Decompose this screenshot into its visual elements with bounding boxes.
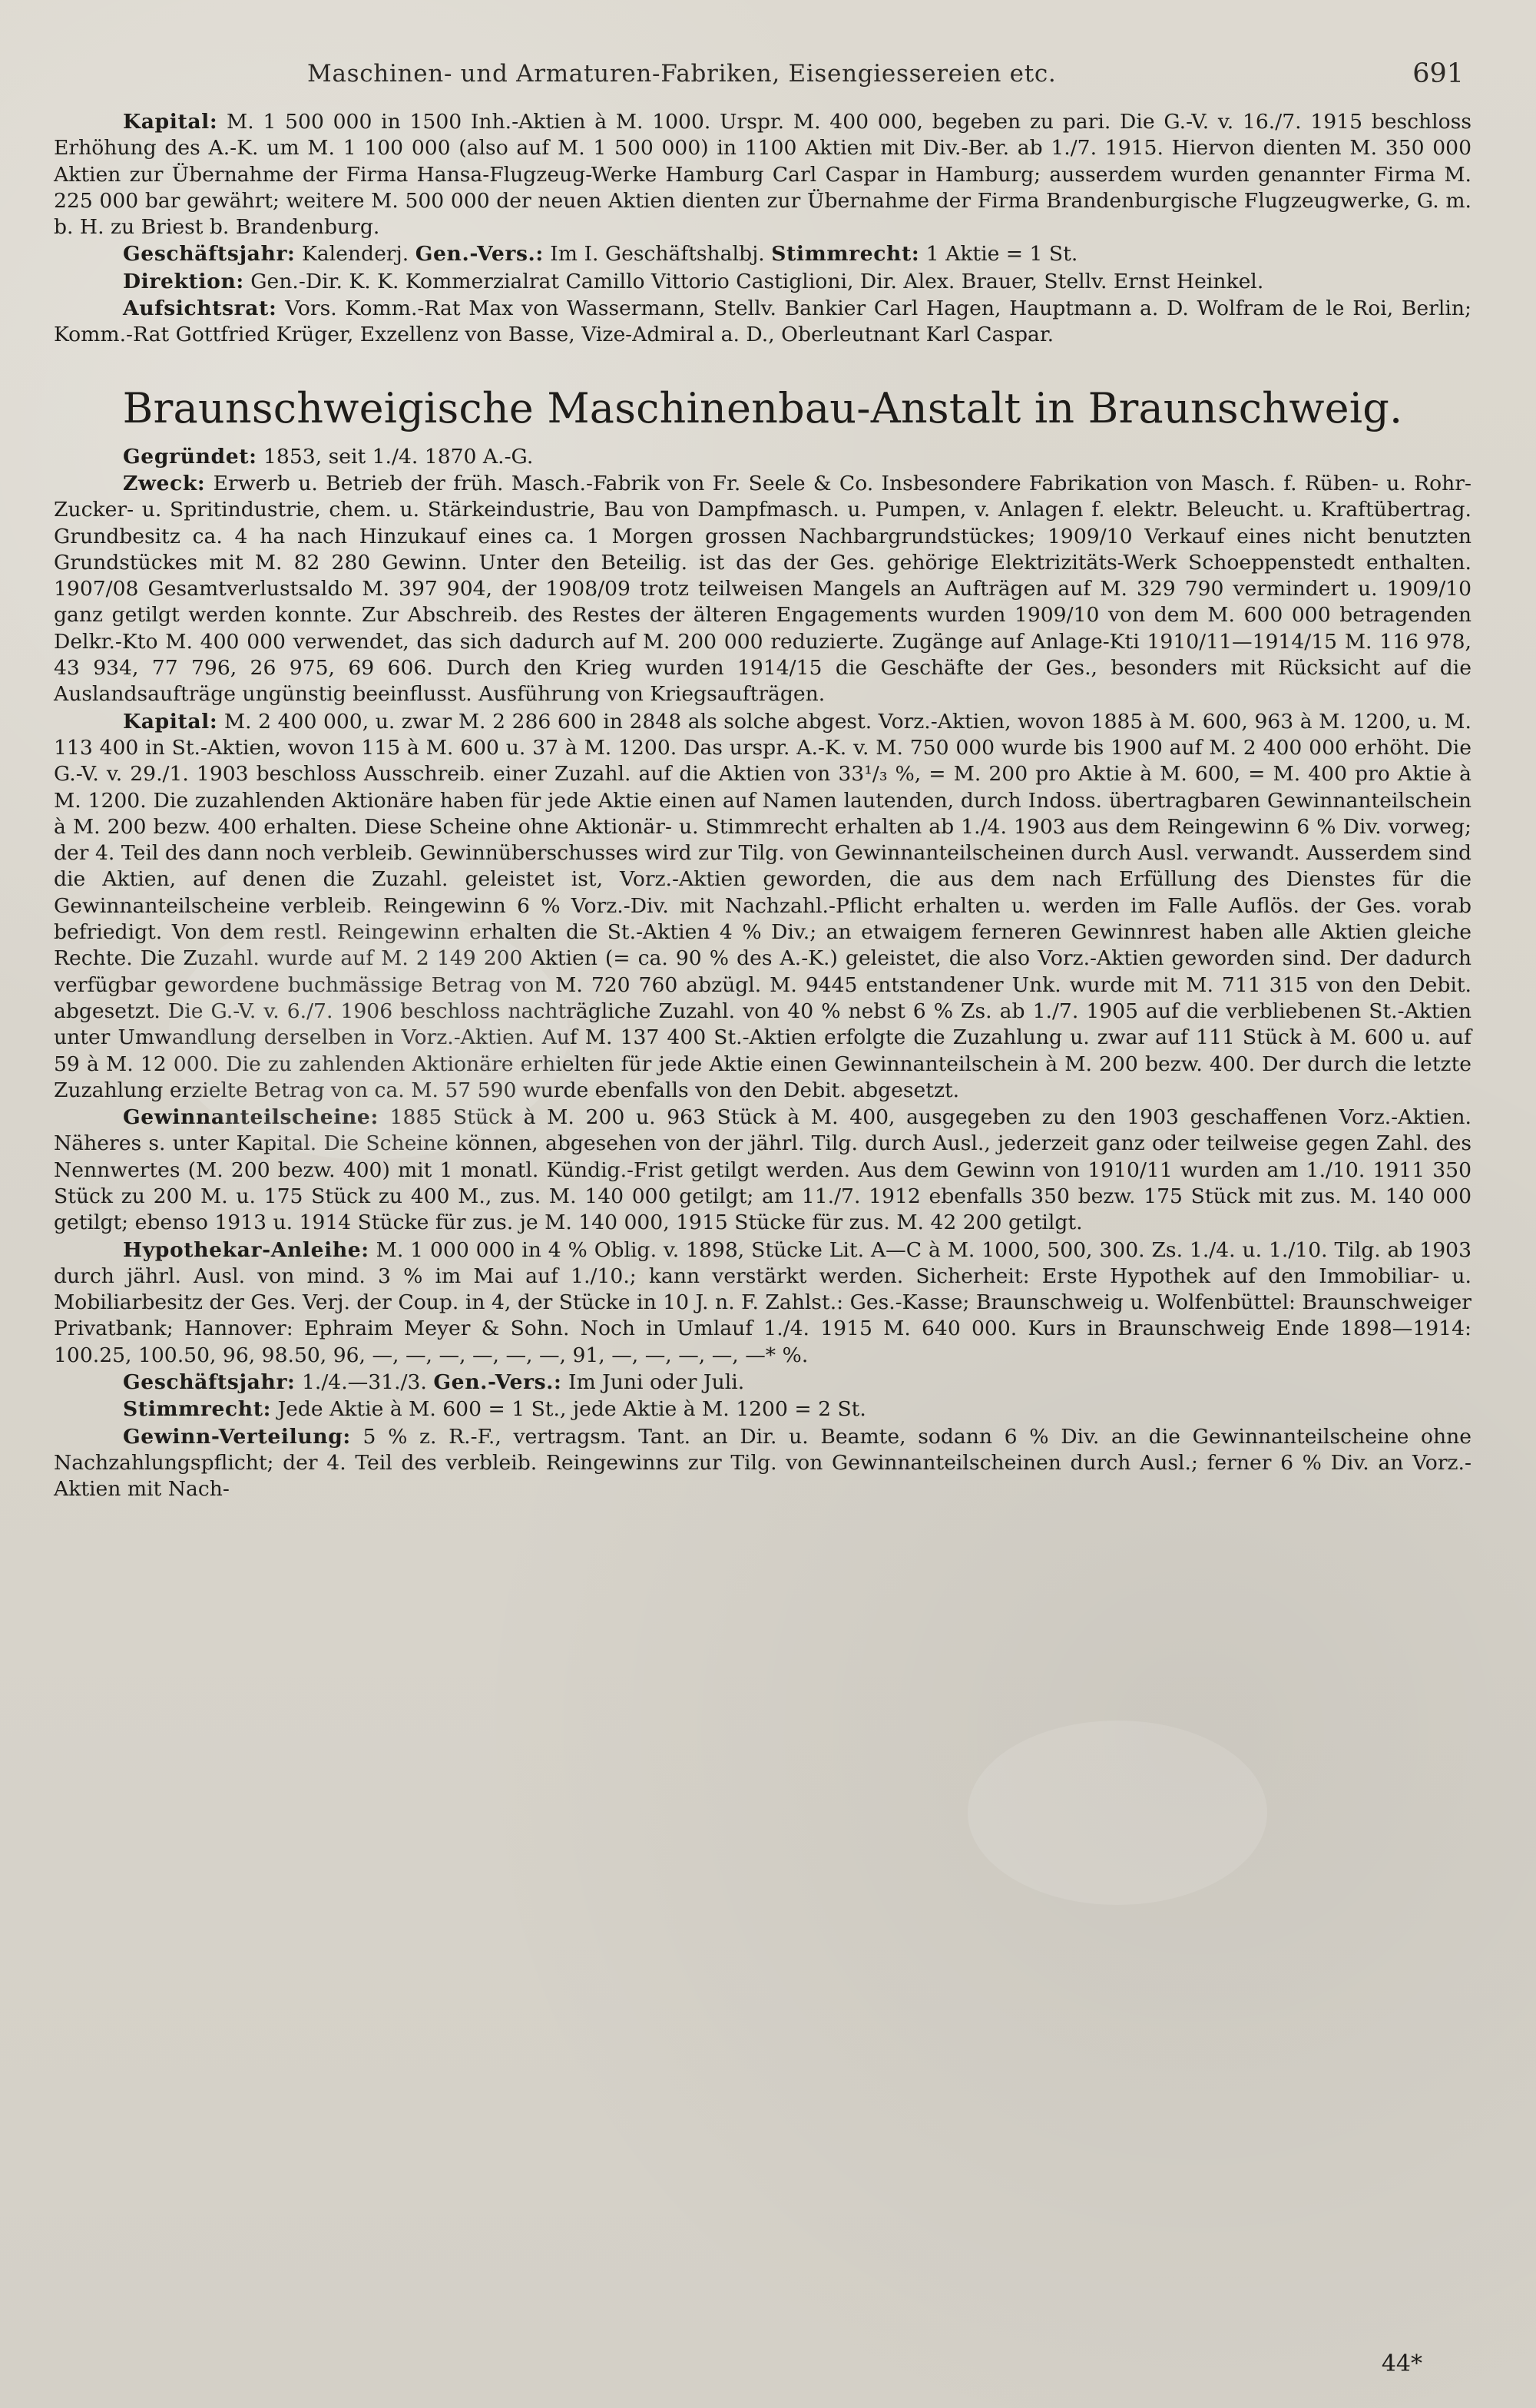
main-kapital-paragraph xyxy=(54,709,1471,1104)
hypothekar-anleihe-paragraph xyxy=(54,1237,1471,1369)
direktion-text: Gen.-Dir. K. K. Kommerzialrat Camillo Vittorio Castiglioni, Dir. Alex. Brauer, Stellv. Ernst Heinkel. xyxy=(250,269,1264,293)
geschaeftsjahr-label: Geschäftsjahr: xyxy=(123,242,296,267)
first-kapital-paragraph xyxy=(54,109,1471,240)
zweck-label: Zweck: xyxy=(123,471,206,495)
gewinn-verteilung-text: 5 % z. R.-F., vertragsm. Tant. an Dir. u. Beamte, sodann 6 % Div. an die Gewinnanteilscheine ohne Nachzahlungspflicht; der 4. Teil des verbleib. Reingewinns zur Tilg. von Gewinnanteilscheinen durch Ausl.; ferner 6 % Div. an Vorz.-Aktien mit Nach- xyxy=(54,1424,1471,1502)
gewinnanteilscheine-label: Gewinnanteilscheine: xyxy=(123,1105,379,1130)
direktion-paragraph xyxy=(54,269,1471,295)
main-stimmrecht-paragraph xyxy=(54,1396,1471,1423)
main-geschaeftsjahr-text: 1./4.—31./3. xyxy=(301,1370,427,1395)
main-generalversammlung-label: Gen.-Vers.: xyxy=(433,1370,562,1395)
geschaeftsjahr-text: Kalenderj. xyxy=(301,242,409,267)
stimmrecht-text: 1 Aktie = 1 St. xyxy=(925,242,1078,267)
gegruendet-text: 1853, seit 1./4. 1870 A.-G. xyxy=(263,444,534,469)
gegruendet-label: Gegründet: xyxy=(123,444,257,469)
main-stimmrecht-text: Jede Aktie à M. 600 = 1 St., jede Aktie à M. 1200 = 2 St. xyxy=(277,1397,866,1422)
aufsichtsrat-label: Aufsichtsrat: xyxy=(123,296,277,321)
aufsichtsrat-paragraph xyxy=(54,296,1471,349)
braunschweigische-company-entry xyxy=(54,444,1471,1503)
aufsichtsrat-text: Vors. Komm.-Rat Max von Wassermann, Stellv. Bankier Carl Hagen, Hauptmann a. D. Wolfram de le Roi, Berlin; Komm.-Rat Gottfried Krüger, Exzellenz von Basse, Vize-Admiral a. D., Oberleutnant Karl Caspar. xyxy=(54,296,1471,347)
stimmrecht-label: Stimmrecht: xyxy=(771,242,920,267)
gewinn-verteilung-label: Gewinn-Verteilung: xyxy=(123,1424,351,1449)
hypothekar-anleihe-label: Hypothekar-Anleihe: xyxy=(123,1237,369,1262)
zweck-paragraph xyxy=(54,471,1471,708)
kapital-label: Kapital: xyxy=(123,110,218,134)
page-number: 691 xyxy=(1412,58,1464,89)
main-generalversammlung-text: Im Juni oder Juli. xyxy=(568,1370,745,1395)
gegruendet-paragraph xyxy=(54,444,1471,470)
generalversammlung-text: Im I. Geschäftshalbj. xyxy=(550,242,765,267)
hypothekar-anleihe-text: M. 1 000 000 in 4 % Oblig. v. 1898, Stücke Lit. A—C à M. 1000, 500, 300. Zs. 1./4. u. 1./10. Tilg. ab 1903 durch jährl. Ausl. von mind. 3 % im Mai auf 1./10.; kann verstärkt werden. Sicherheit: Erste Hypothek auf den Immobiliar- u. Mobiliarbesitz der Ges. Verj. der Coup. in 4, der Stücke in 10 J. n. F. Zahlst.: Ges.-Kasse; Braunschweig u. Wolfenbüttel: Braunschweiger Privatbank; Hannover: Ephraim Meyer & Sohn. Noch in Umlauf 1./4. 1915 M. 640 000. Kurs in Braunschweig Ende 1898—1914: 100.25, 100.50, 96, 98.50, 96, —, —, —, —, —, —, 91, —, —, —, —, —* %. xyxy=(54,1237,1471,1367)
kapital-text: M. 1 500 000 in 1500 Inh.-Aktien à M. 1000. Urspr. M. 400 000, begeben zu pari. Die G.-V. v. 16./7. 1915 beschloss Erhöhung des A.-K. um M. 1 100 000 (also auf M. 1 500 000) in 1100 Aktien mit Div.-Ber. ab 1./7. 1915. Hiervon dienten M. 350 000 Aktien zur Übernahme der Firma Hansa-Flugzeug-Werke Hamburg Carl Caspar in Hamburg; ausserdem wurden genannter Firma M. 225 000 bar gewährt; weitere M. 500 000 der neuen Aktien dienten zur Übernahme der Firma Brandenburgische Flugzeugwerke, G. m. b. H. zu Briest b. Brandenburg. xyxy=(54,110,1471,240)
main-kapital-text: M. 2 400 000, u. zwar M. 2 286 600 in 2848 als solche abgest. Vorz.-Aktien, wovon 1885 à M. 600, 963 à M. 1200, u. M. 113 400 in St.-Aktien, wovon 115 à M. 600 u. 37 à M. 1200. Das urspr. A.-K. v. M. 750 000 wurde bis 1900 auf M. 2 400 000 erhöht. Die G.-V. v. 29./1. 1903 beschloss Ausschreib. einer Zuzahl. auf die Aktien von 33¹/₃ %, = M. 200 pro Aktie à M. 600, = M. 400 pro Aktie à M. 1200. Die zuzahlenden Aktionäre haben für jede Aktie einen auf Namen lautenden, durch Indoss. übertragbaren Gewinnanteilschein à M. 200 bezw. 400 erhalten. Diese Scheine ohne Aktionär- u. Stimmrecht erhalten ab 1./4. 1903 aus dem Reingewinn 6 % Div. vorweg; der 4. Teil des dann noch verbleib. Gewinnüberschusses wird zur Tilg. von Gewinnanteilscheinen durch Ausl. verwandt. Ausserdem sind die Aktien, auf denen die Zuzahl. geleistet ist, Vorz.-Aktien geworden, die aus dem nach Erfüllung des Dienstes für die Gewinnanteilscheine verbleib. Reingewinn 6 % Vorz.-Div. mit Nachzahl.-Pflicht erhalten u. werden im Falle Auflös. der Ges. vorab befriedigt. Von dem restl. Reingewinn erhalten die St.-Aktien 4 % Div.; an etwaigem ferneren Gewinnrest haben alle Aktien gleiche Rechte. Die Zuzahl. wurde auf M. 2 149 200 Aktien (= ca. 90 % des A.-K.) geleistet, die also Vorz.-Aktien geworden sind. Der dadurch verfügbar gewordene buchmässige Betrag von M. 720 760 abzügl. M. 9445 entstandener Unk. wurde mit M. 711 315 von den Debit. abgesetzt. Die G.-V. v. 6./7. 1906 beschloss nachträgliche Zuzahl. von 40 % nebst 6 % Zs. ab 1./7. 1905 auf die verbliebenen St.-Aktien unter Umwandlung derselben in Vorz.-Aktien. Auf M. 137 400 St.-Aktien erfolgte die Zuzahlung u. zwar auf 111 Stück à M. 600 u. auf 59 à M. 12 000. Die zu zahlenden Aktionäre erhielten für jede Aktie einen Gewinnanteilschein à M. 200 bezw. 400. Der durch die letzte Zuzahlung erzielte Betrag von ca. M. 57 590 wurde ebenfalls von den Debit. abgesetzt. xyxy=(54,709,1471,1102)
page-header xyxy=(54,52,1471,95)
zweck-text: Erwerb u. Betrieb der früh. Masch.-Fabrik von Fr. Seele & Co. Insbesondere Fabrikation von Masch. f. Rüben- u. Rohr-Zucker- u. Spritindustrie, chem. u. Stärkeindustrie, Bau von Dampfmasch. u. Pumpen, v. Anlagen f. elektr. Beleucht. u. Kraftübertrag. Grundbesitz ca. 4 ha nach Hinzukauf eines ca. 1 Morgen grossen Nachbargrundstückes; 1909/10 Verkauf eines nicht benutzten Grundstückes mit M. 82 280 Gewinn. Unter den Beteilig. ist das der Ges. gehörige Elektrizitäts-Werk Schoeppenstedt enthalten. 1907/08 Gesamtverlustsaldo M. 397 904, der 1908/09 trotz teilweisen Mangels an Aufträgen auf M. 329 790 vermindert u. 1909/10 ganz getilgt werden konnte. Zur Abschreib. des Restes der älteren Engagements wurden 1909/10 von dem M. 600 000 betragenden Delkr.-Kto M. 400 000 verwendet, das sich dadurch auf M. 200 000 reduzierte. Zugänge auf Anlage-Kti 1910/11—1914/15 M. 116 978, 43 934, 77 796, 26 975, 69 606. Durch den Krieg wurden 1914/15 die Geschäfte der Ges., besonders mit Rücksicht auf die Auslandsaufträge ungünstig beeinflusst. Ausführung von Kriegsaufträgen. xyxy=(54,471,1471,707)
generalversammlung-label: Gen.-Vers.: xyxy=(415,242,544,267)
gewinnanteilscheine-paragraph xyxy=(54,1105,1471,1236)
main-geschaeftsjahr-paragraph xyxy=(54,1370,1471,1396)
gewinn-verteilung-paragraph xyxy=(54,1424,1471,1503)
previous-company-entry xyxy=(54,109,1471,349)
direktion-label: Direktion: xyxy=(123,269,244,293)
signature-mark: 44* xyxy=(1381,2350,1422,2377)
running-title: Maschinen- und Armaturen-Fabriken, Eisengiessereien etc. xyxy=(307,60,1057,88)
gewinnanteilscheine-text: 1885 Stück à M. 200 u. 963 Stück à M. 400, ausgegeben zu den 1903 geschaffenen Vorz.-Aktien. Näheres s. unter Kapital. Die Scheine können, abgesehen von der jährl. Tilg. durch Ausl., jederzeit ganz oder teilweise gegen Zahl. des Nennwertes (M. 200 bezw. 400) mit 1 monatl. Kündig.-Frist getilgt werden. Aus dem Gewinn von 1910/11 wurden am 1./10. 1911 350 Stück zu 200 M. u. 175 Stück zu 400 M., zus. M. 140 000 getilgt; am 11./7. 1912 ebenfalls 350 bezw. 175 Stück mit zus. M. 140 000 getilgt; ebenso 1913 u. 1914 Stücke für zus. je M. 140 000, 1915 Stücke für zus. M. 42 200 getilgt. xyxy=(54,1105,1471,1235)
main-kapital-label: Kapital: xyxy=(123,709,218,734)
paper-stain xyxy=(968,1721,1267,1905)
company-title: Braunschweigische Maschinenbau-Anstalt in Braunschweig. xyxy=(122,383,1403,432)
main-stimmrecht-label: Stimmrecht: xyxy=(123,1397,272,1422)
main-geschaeftsjahr-label: Geschäftsjahr: xyxy=(123,1370,296,1395)
first-meta-paragraph xyxy=(54,241,1471,267)
